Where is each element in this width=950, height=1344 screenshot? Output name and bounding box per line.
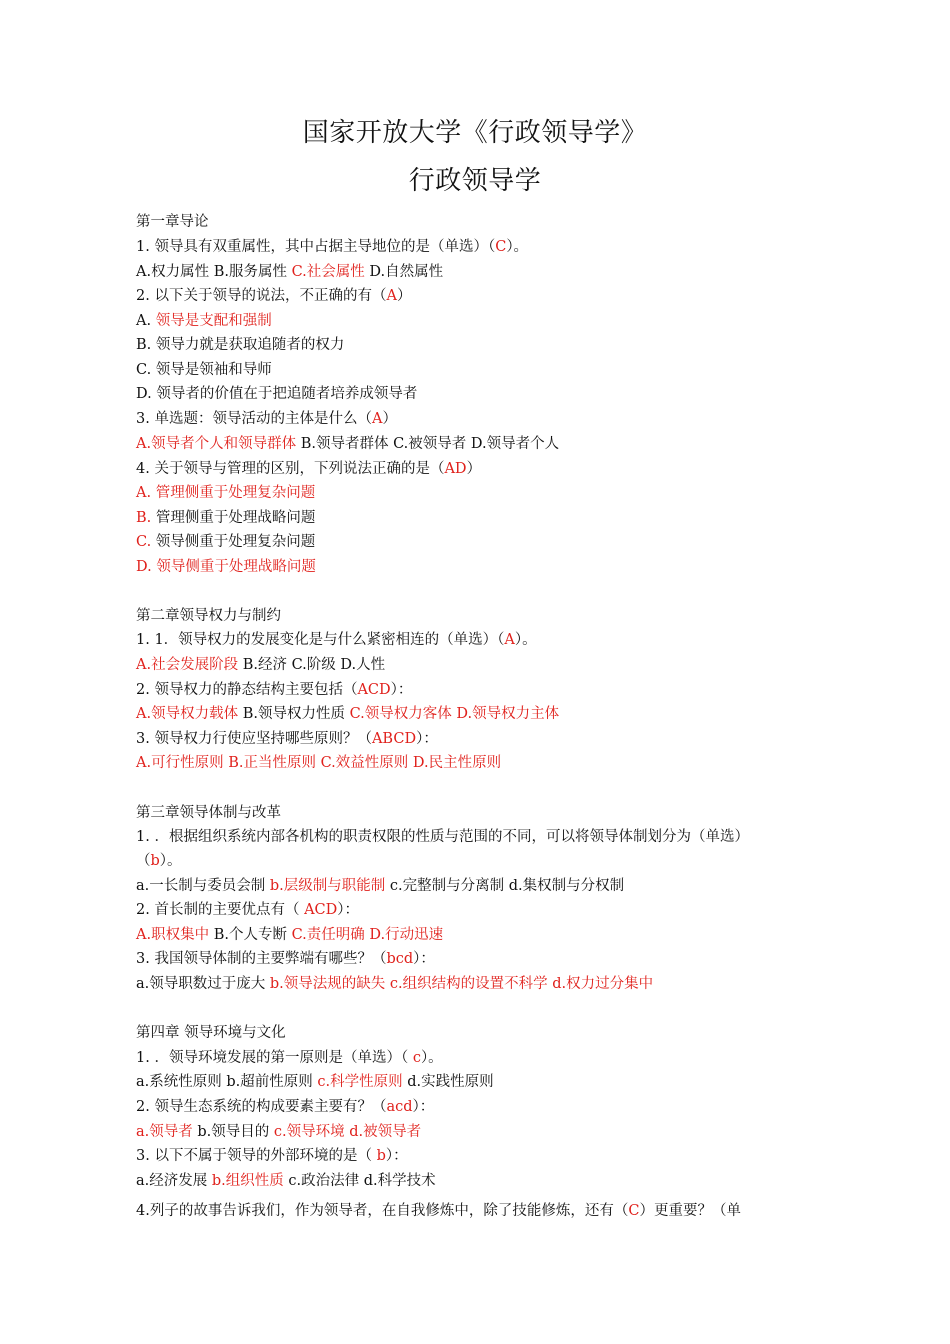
text-line: [136, 704, 559, 724]
question-text: 2. 以下关于领导的说法，不正确的有（: [136, 288, 387, 304]
question-text: a.经济发展: [136, 1173, 212, 1189]
text-line: [136, 483, 315, 503]
question-text: 4.列子的故事告诉我们，作为领导者，在自我修炼中，除了技能修炼，还有（: [136, 1203, 629, 1219]
question-text: 2. 首长制的主要优点有（: [136, 902, 305, 918]
question-text: B.经济 C.阶级 D.人性: [238, 657, 386, 673]
question-text: ）。: [506, 239, 529, 255]
text-line: [136, 729, 438, 749]
text-line: [136, 1048, 443, 1068]
answer-text: AD: [444, 461, 467, 477]
question-text: ）。: [420, 1050, 443, 1066]
question-text: 1. ．领导环境发展的第一原则是（单选）（: [136, 1050, 413, 1066]
text-line: [136, 434, 559, 454]
question-text: A.: [136, 313, 156, 329]
text-line: [136, 655, 385, 675]
text-line: [136, 1023, 286, 1043]
question-text: ）: [382, 411, 397, 427]
text-line: [136, 212, 209, 232]
question-text: ）：: [416, 731, 438, 747]
question-text: ）：: [412, 1099, 435, 1115]
question-text: B.领导权力性质: [238, 706, 350, 722]
answer-text: C.社会属性: [291, 264, 365, 280]
answer-text: ACD: [357, 682, 391, 698]
question-text: 第一章导论: [136, 214, 209, 230]
answer-text: ACD: [304, 902, 338, 918]
text-line: [136, 949, 435, 969]
answer-text: C.: [136, 534, 152, 550]
answer-text: A: [371, 411, 383, 427]
answer-text: 领导是支配和强制: [155, 313, 272, 329]
question-text: D. 领导者的价值在于把追随者培养成领导者: [136, 386, 418, 402]
question-text: 4. 关于领导与管理的区别，下列说法正确的是（: [136, 461, 445, 477]
text-line: [136, 262, 443, 282]
question-text: ）：: [337, 902, 360, 918]
answer-text: A.领导者个人和领导群体: [136, 436, 297, 452]
text-line: [136, 753, 501, 773]
text-line: [136, 237, 528, 257]
text-line: [136, 557, 316, 577]
question-text: a.领导职数过于庞大: [136, 976, 270, 992]
answer-text: c: [412, 1050, 421, 1066]
question-text: ）。: [514, 632, 537, 648]
question-text: A.权力属性 B.服务属性: [136, 264, 292, 280]
question-text: ）。: [159, 853, 182, 869]
text-line: [136, 1072, 494, 1092]
question-text: 3. 我国领导体制的主要弊端有哪些？（: [136, 951, 387, 967]
answer-text: bcd: [386, 951, 414, 967]
question-text: b.领导目的: [192, 1124, 274, 1140]
answer-text: B.: [136, 510, 152, 526]
question-text: ）：: [413, 951, 435, 967]
question-text: 3. 领导权力行使应坚持哪些原则？（: [136, 731, 372, 747]
text-line: [136, 384, 417, 404]
text-line: [136, 1097, 434, 1117]
question-text: ）: [466, 461, 482, 477]
text-line: [136, 459, 481, 479]
question-text: 1. ．根据组织系统内部各机构的职责权限的性质与范围的不同，可以将领导体制划分为（单选）: [136, 829, 749, 845]
question-text: 2. 领导生态系统的构成要素主要有？（: [136, 1099, 387, 1115]
text-line: [136, 680, 412, 700]
text-line: [136, 803, 281, 823]
question-text: 1. 领导具有双重属性，其中占据主导地位的是（单选）（: [136, 239, 496, 255]
text-line: [136, 532, 315, 552]
question-text: D.自然属性: [364, 264, 444, 280]
answer-text: b.领导法规的缺失 c.组织结构的设置不科学 d.权力过分集中: [269, 976, 654, 992]
answer-text: ABCD: [371, 731, 417, 747]
question-text: c.政治法律 d.科学技术: [283, 1173, 436, 1189]
answer-text: C.领导权力客体 D.领导权力主体: [349, 706, 560, 722]
text-line: [136, 311, 272, 331]
text-line: [136, 1201, 741, 1221]
question-text: 领导侧重于处理复杂问题: [151, 534, 316, 550]
question-text: d.实践性原则: [402, 1074, 494, 1090]
text-line: [136, 876, 624, 896]
answer-text: A.职权集中: [136, 927, 210, 943]
answer-text: b.组织性质: [211, 1173, 284, 1189]
question-text: B.领导者群体 C.被领导者 D.领导者个人: [296, 436, 560, 452]
answer-text: acd: [386, 1099, 413, 1115]
answer-text: b: [376, 1148, 386, 1164]
question-text: 3. 单选题：领导活动的主体是什么（: [136, 411, 372, 427]
question-text: ）更重要？（单: [639, 1203, 741, 1219]
question-text: 3. 以下不属于领导的外部环境的是（: [136, 1148, 377, 1164]
question-text: a.系统性原则 b.超前性原则: [136, 1074, 318, 1090]
question-text: ）：: [390, 682, 413, 698]
answer-text: a.领导者: [136, 1124, 193, 1140]
question-text: a.一长制与委员会制: [136, 878, 270, 894]
answer-text: c.领导环境 d.被领导者: [273, 1124, 422, 1140]
question-text: 管理侧重于处理战略问题: [151, 510, 316, 526]
text-line: [136, 630, 537, 650]
answer-text: C.责任明确 D.行动迅速: [291, 927, 444, 943]
question-text: 第三章领导体制与改革: [136, 805, 281, 821]
question-text: B. 领导力就是获取追随者的权力: [136, 337, 345, 353]
text-line: [136, 1122, 421, 1142]
text-line: [136, 974, 653, 994]
question-text: 第四章 领导环境与文化: [136, 1025, 286, 1041]
question-text: ）：: [385, 1148, 408, 1164]
answer-text: A.社会发展阶段: [136, 657, 239, 673]
question-text: 1. 1．领导权力的发展变化是与什么紧密相连的（单选）（: [136, 632, 505, 648]
text-line: [136, 1171, 436, 1191]
answer-text: b.层级制与职能制: [269, 878, 386, 894]
text-line: [136, 1146, 408, 1166]
text-line: [136, 508, 315, 528]
question-text: ）: [396, 288, 412, 304]
text-line: [136, 335, 344, 355]
text-line: [136, 606, 281, 626]
answer-text: A: [386, 288, 397, 304]
answer-text: C: [495, 239, 507, 255]
text-line: [136, 409, 397, 429]
answer-text: A.可行性原则 B.正当性原则 C.效益性原则 D.民主性原则: [136, 755, 502, 771]
document-title: 国家开放大学《行政领导学》: [302, 118, 648, 148]
question-text: B.个人专断: [209, 927, 292, 943]
answer-text: c.科学性原则: [317, 1074, 403, 1090]
answer-text: b: [150, 853, 160, 869]
document-subtitle: 行政领导学: [408, 166, 542, 196]
text-line: [136, 925, 443, 945]
answer-text: A. 管理侧重于处理复杂问题: [136, 485, 316, 501]
question-text: 2. 领导权力的静态结构主要包括（: [136, 682, 358, 698]
answer-text: A: [504, 632, 515, 648]
text-line: [136, 360, 272, 380]
text-line: [136, 827, 749, 847]
answer-text: D. 领导侧重于处理战略问题: [136, 559, 316, 575]
answer-text: C: [628, 1203, 640, 1219]
text-line: [136, 900, 359, 920]
question-text: （: [136, 853, 151, 869]
text-line: [136, 286, 411, 306]
question-text: C. 领导是领袖和导师: [136, 362, 272, 378]
question-text: 第二章领导权力与制约: [136, 608, 281, 624]
answer-text: A.领导权力载体: [136, 706, 239, 722]
question-text: c.完整制与分离制 d.集权制与分权制: [385, 878, 625, 894]
text-line: [136, 851, 182, 871]
